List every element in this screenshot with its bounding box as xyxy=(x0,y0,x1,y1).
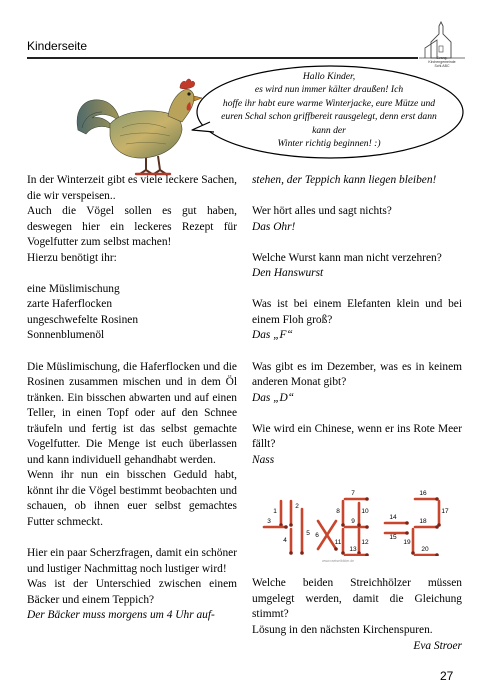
matchstick-head xyxy=(365,553,369,556)
matchstick xyxy=(415,497,439,501)
matchstick-number: 20 xyxy=(421,546,429,553)
matchstick-head xyxy=(289,523,293,527)
matchstick-number: 18 xyxy=(419,518,427,525)
header-rule xyxy=(27,57,418,59)
right-column xyxy=(252,173,462,654)
matchstick xyxy=(437,501,441,527)
matchstick xyxy=(411,529,415,555)
spacer xyxy=(252,235,462,251)
matchstick-number: 3 xyxy=(267,518,271,525)
matchstick-number: 7 xyxy=(351,490,355,497)
matchstick-number: 14 xyxy=(389,514,397,521)
matchstick xyxy=(345,497,369,501)
bubble-line: Hallo Kinder, xyxy=(302,71,356,82)
matchstick-head xyxy=(289,551,293,555)
author-signature: Eva Stroer xyxy=(413,639,462,652)
matchstick xyxy=(300,509,304,555)
matchstick-head xyxy=(365,525,369,529)
left-column xyxy=(27,173,237,624)
joke-question: Was ist der Unterschied zwischen einem Bäcker und einem Teppich? xyxy=(27,578,237,606)
matchstick-head xyxy=(334,547,338,551)
matchstick-number: 2 xyxy=(295,503,299,510)
matchstick-head xyxy=(435,553,439,556)
spacer xyxy=(27,266,237,282)
matchstick-head xyxy=(300,551,304,555)
bubble-line: es wird nun immer kälter draußen! Ich xyxy=(254,84,404,96)
matchstick-number: 19 xyxy=(403,539,411,546)
joke-question: Was ist bei einem Elefanten klein und bei einem Floh groß? xyxy=(252,298,462,326)
spacer xyxy=(252,344,462,360)
matchstick-number: 1 xyxy=(273,508,277,515)
matchstick-number: 13 xyxy=(349,546,357,553)
section-label: Kinderseite xyxy=(27,39,88,53)
joke-answer: Das „F“ xyxy=(252,329,293,342)
joke-question: Was gibt es im Dezember, was es in keinem anderen Monat gibt? xyxy=(252,360,462,389)
method-paragraph: Die Müslimischung, die Haferflocken und die Rosinen zusammen mischen und in dem Öl tränken. Ein bisschen abwarten und auf einen Teller, in einen Topf oder auf den Schnee träufeln und fertig ist das selbst gemachte Vogelfutter. Die Menge ist euch überlassen und kann individuell gehandhabt werden. xyxy=(27,360,237,466)
intro-paragraph: In der Winterzeit gibt es viele leckere Sachen, die wir verspeisen.. xyxy=(27,174,237,202)
spacer xyxy=(252,406,462,422)
matchstick xyxy=(264,525,288,529)
matchstick xyxy=(341,529,345,555)
matchstick-head xyxy=(365,497,369,501)
puzzle-question: Welche beiden Streichhölzer müssen umgelegt werden, damit die Gleichung stimmt? xyxy=(252,577,462,621)
spacer xyxy=(27,344,237,360)
joke-answer: Das Ohr! xyxy=(252,220,296,233)
matchstick xyxy=(357,503,361,527)
rooster-illustration-icon xyxy=(70,70,210,178)
spacer xyxy=(252,189,462,205)
matchstick xyxy=(345,525,369,529)
joke-answer: Das „D“ xyxy=(252,391,295,404)
puzzle-solution-note: Lösung in den nächsten Kirchenspuren. xyxy=(252,624,433,637)
bubble-line: euren Schal schon griffbereit rausgelegt, denn erst dann kann der xyxy=(221,111,437,136)
spacer xyxy=(252,282,462,298)
matchstick-number: 5 xyxy=(306,530,310,537)
joke-answer: Den Hanswurst xyxy=(252,267,324,280)
page-number: 27 xyxy=(440,669,454,683)
matchstick xyxy=(289,529,293,555)
matchstick-number: 10 xyxy=(361,508,369,515)
matchstick-head xyxy=(405,531,409,535)
joke-question: Wer hört alles und sagt nichts? xyxy=(252,205,392,218)
matchstick-number: 8 xyxy=(336,508,340,515)
ingredient-item: ungeschwefelte Rosinen xyxy=(27,313,139,326)
ingredient-item: Sonnenblumenöl xyxy=(27,329,105,342)
matchstick-number: 15 xyxy=(389,534,397,541)
ingredient-item: zarte Haferflocken xyxy=(27,298,113,311)
joke-answer: Der Bäcker muss morgens um 4 Uhr auf- xyxy=(27,609,215,622)
matchstick xyxy=(385,521,409,525)
matchstick-puzzle xyxy=(255,489,460,556)
ingredients-heading: Hierzu benötigt ihr: xyxy=(27,251,117,264)
joke-answer: stehen, der Teppich kann liegen bleiben! xyxy=(252,174,437,186)
matchstick-head xyxy=(284,525,288,529)
matchstick-number: 11 xyxy=(334,539,342,546)
matchstick xyxy=(279,501,283,527)
matchstick xyxy=(289,501,293,527)
matchstick-head xyxy=(357,523,361,527)
matchstick-number: 17 xyxy=(441,508,449,515)
jokes-intro: Hier ein paar Scherzfragen, damit ein schöner und lustiger Nachmittag noch lustiger wird! xyxy=(27,547,237,575)
ingredient-item: eine Müslimischung xyxy=(27,282,120,295)
logo-caption-line: Schl.ABC xyxy=(434,64,450,68)
matchstick xyxy=(357,529,361,555)
matchstick xyxy=(415,525,439,529)
joke-question: Wie wird ein Chinese, wenn er ins Rote Meer fällt? xyxy=(252,422,462,451)
birds-paragraph: Auch die Vögel sollen es gut haben, deswegen hier ein leckeres Rezept für Vogelfutter zum selbst machen! xyxy=(27,205,237,249)
matchstick xyxy=(415,553,439,556)
joke-question: Welche Wurst kann man nicht verzehren? xyxy=(252,251,442,264)
matchstick xyxy=(341,501,345,527)
speech-bubble-text xyxy=(212,70,446,150)
puzzle-caption: www.raetselbilder.de xyxy=(322,559,355,563)
matchstick-number: 16 xyxy=(419,490,427,497)
logo-caption-line: Evang. xyxy=(436,56,448,60)
spacer xyxy=(27,531,237,547)
matchstick-head xyxy=(405,521,409,525)
joke-answer: Nass xyxy=(252,453,275,466)
matchstick xyxy=(345,553,369,556)
logo-caption-line: Kirchengemeinde xyxy=(428,60,456,64)
matchstick-number: 9 xyxy=(351,518,355,525)
matchstick-number: 4 xyxy=(283,537,287,544)
patience-paragraph: Wenn ihr nun ein bisschen Geduld habt, könnt ihr die Vögel bestimmt beobachten und schauen, ob ihnen euer selbst gemachtes Futter schmeckt. xyxy=(27,469,237,529)
bubble-line: Winter richtig beginnen! :) xyxy=(277,138,381,150)
bubble-line: hoffe ihr habt eure warme Winterjacke, eure Mütze und xyxy=(222,97,436,109)
matchstick-head xyxy=(435,525,439,529)
matchstick-number: 12 xyxy=(361,539,369,546)
matchstick-number: 6 xyxy=(315,532,319,539)
